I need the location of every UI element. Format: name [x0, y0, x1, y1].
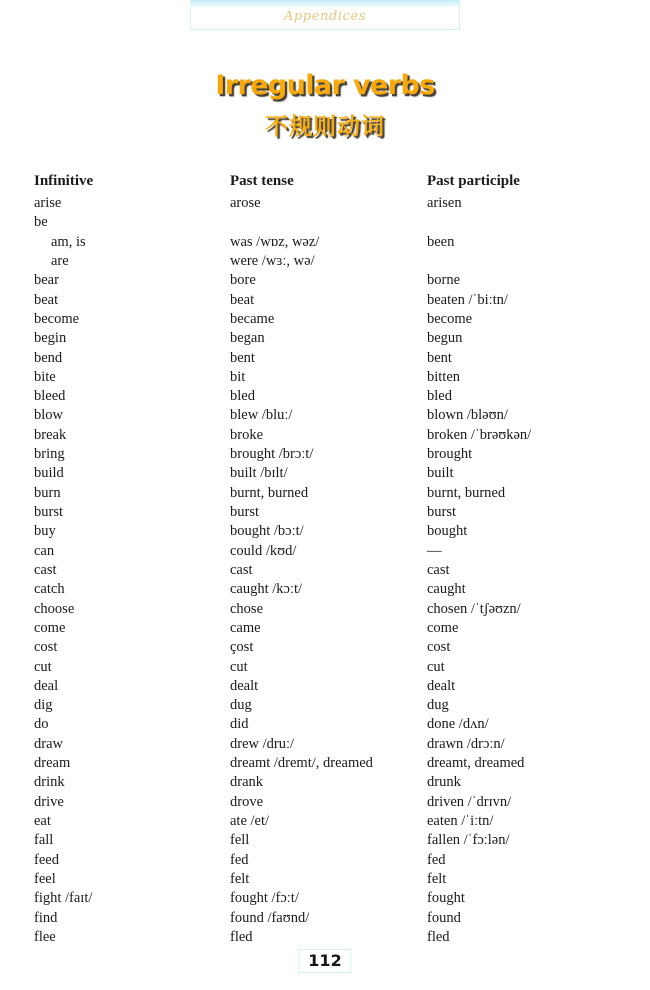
- cell-past-participle: bought: [427, 523, 468, 540]
- cell-past-participle: eaten /ˈiːtn/: [427, 813, 494, 829]
- cell-infinitive: feed: [34, 851, 59, 868]
- cell-past-participle: bent: [427, 349, 452, 366]
- table-row: [0, 870, 650, 889]
- cell-past-participle: felt: [427, 870, 447, 887]
- cell-past-tense: burst: [230, 504, 259, 520]
- table-row: [0, 851, 650, 870]
- cell-past-tense: bought /bɔːt/: [230, 523, 304, 540]
- cell-past-participle: blown /bləʊn/: [427, 407, 508, 424]
- cell-past-participle: dreamt, dreamed: [427, 755, 525, 772]
- cell-infinitive: bite: [34, 368, 56, 385]
- cell-past-participle: cost: [427, 639, 451, 656]
- cell-past-participle: beaten /ˈbiːtn/: [427, 291, 508, 308]
- cell-past-tense: drank: [230, 774, 264, 791]
- cell-past-tense: came: [230, 619, 261, 636]
- cell-past-participle: chosen /ˈtʃəʊzn/: [427, 600, 521, 617]
- cell-past-participle: found: [427, 909, 461, 926]
- cell-past-tense: cast: [230, 561, 253, 578]
- cell-past-participle: broken /ˈbrəʊkən/: [427, 426, 532, 443]
- cell-past-participle: borne: [427, 272, 461, 289]
- running-head: [190, 0, 460, 30]
- cell-past-tense: began: [230, 330, 265, 347]
- cell-past-tense: fled: [230, 928, 253, 945]
- irregular-verbs-table: [0, 171, 650, 947]
- cell-infinitive: feel: [34, 870, 56, 887]
- cell-past-participle: fought: [427, 890, 465, 907]
- cell-past-participle: built: [427, 465, 454, 482]
- cell-past-tense: blew /bluː/: [230, 407, 293, 424]
- cell-infinitive: come: [34, 619, 66, 636]
- table-row: [0, 542, 650, 561]
- cell-past-participle: caught: [427, 581, 466, 598]
- table-row: [0, 368, 650, 387]
- cell-past-tense: arose: [230, 195, 261, 211]
- cell-past-tense: ate /et/: [230, 813, 270, 829]
- cell-infinitive: burst: [34, 504, 63, 520]
- cell-past-participle: dealt: [427, 677, 456, 694]
- table-row: [0, 252, 650, 271]
- column-header-past-participle: Past participle: [427, 173, 520, 189]
- table-header-row: [0, 171, 650, 194]
- cell-infinitive: break: [34, 426, 67, 443]
- cell-infinitive: fight /faɪt/: [34, 890, 93, 907]
- cell-past-tense: did: [230, 716, 249, 733]
- table-row: [0, 677, 650, 696]
- cell-infinitive: be: [34, 214, 48, 231]
- column-header-infinitive: Infinitive: [34, 173, 94, 189]
- cell-infinitive: can: [34, 542, 55, 559]
- table-row: [0, 464, 650, 483]
- table-row: [0, 909, 650, 928]
- cell-past-tense: fought /fɔːt/: [230, 890, 299, 907]
- cell-infinitive: dig: [34, 697, 53, 714]
- table-row: [0, 773, 650, 792]
- cell-past-participle: dug: [427, 697, 449, 714]
- table-row: [0, 658, 650, 677]
- cell-infinitive: am, is: [51, 233, 86, 250]
- cell-past-tense: bled: [230, 388, 255, 405]
- cell-past-tense: burnt, burned: [230, 484, 309, 501]
- running-head-band: [191, 0, 459, 7]
- cell-past-tense: brought /brɔːt/: [230, 446, 314, 463]
- cell-infinitive: flee: [34, 928, 56, 945]
- page-title-chinese: 不规则动词: [265, 114, 385, 140]
- table-row: [0, 522, 650, 541]
- table-row: [0, 291, 650, 310]
- cell-past-participle: begun: [427, 330, 463, 347]
- cell-past-tense: çost: [230, 639, 254, 656]
- cell-past-participle: cast: [427, 561, 450, 578]
- cell-infinitive: arise: [34, 195, 62, 211]
- cell-infinitive: do: [34, 716, 49, 733]
- cell-past-participle: cut: [427, 658, 445, 675]
- cell-past-tense: dug: [230, 697, 252, 714]
- cell-infinitive: buy: [34, 523, 56, 540]
- table-row: [0, 580, 650, 599]
- cell-infinitive: deal: [34, 677, 59, 694]
- cell-infinitive: choose: [34, 600, 75, 617]
- cell-past-participle: burst: [427, 504, 456, 520]
- cell-infinitive: dream: [34, 755, 71, 772]
- cell-past-participle: drunk: [427, 774, 461, 791]
- table-row: [0, 233, 650, 252]
- cell-past-tense: broke: [230, 426, 264, 443]
- table-row: [0, 349, 650, 368]
- running-head-label: Appendices: [283, 9, 367, 24]
- cell-past-tense: cut: [230, 658, 248, 675]
- cell-infinitive: are: [51, 252, 69, 269]
- cell-past-tense: fed: [230, 851, 249, 868]
- cell-past-tense: found /faʊnd/: [230, 909, 310, 926]
- cell-past-tense: were /wɜː, wə/: [230, 252, 315, 269]
- cell-infinitive: draw: [34, 735, 63, 752]
- table-row: [0, 889, 650, 908]
- cell-past-participle: arisen: [427, 195, 462, 211]
- cell-past-participle: become: [427, 310, 473, 327]
- cell-past-tense: bore: [230, 272, 256, 289]
- table-body: [0, 194, 650, 947]
- table-row: [0, 715, 650, 734]
- cell-past-participle: fed: [427, 851, 446, 868]
- cell-infinitive: bring: [34, 446, 65, 463]
- cell-infinitive: cast: [34, 561, 57, 578]
- cell-past-tense: built /bɪlt/: [230, 465, 288, 482]
- cell-past-tense: beat: [230, 291, 255, 308]
- table-row: [0, 484, 650, 503]
- cell-infinitive: build: [34, 465, 64, 482]
- table-row: [0, 406, 650, 425]
- cell-past-participle: brought: [427, 446, 473, 463]
- table-row: [0, 812, 650, 831]
- cell-infinitive: eat: [34, 813, 51, 829]
- cell-infinitive: blow: [34, 407, 63, 424]
- cell-infinitive: begin: [34, 330, 67, 347]
- cell-infinitive: cost: [34, 639, 58, 656]
- cell-past-participle: driven /ˈdrɪvn/: [427, 793, 512, 810]
- cell-infinitive: bleed: [34, 388, 66, 405]
- cell-past-participle: drawn /drɔːn/: [427, 735, 505, 752]
- table-row: [0, 619, 650, 638]
- cell-past-tense: bit: [230, 368, 246, 385]
- cell-past-tense: drove: [230, 793, 264, 810]
- cell-past-tense: dreamt /dremt/, dreamed: [230, 755, 373, 772]
- table-row: [0, 831, 650, 850]
- cell-infinitive: bear: [34, 272, 59, 289]
- cell-infinitive: beat: [34, 291, 59, 308]
- cell-past-participle: fled: [427, 928, 450, 945]
- table-row: [0, 503, 650, 522]
- page-title-english: Irregular verbs: [215, 70, 435, 101]
- cell-past-participle: been: [427, 233, 455, 250]
- cell-infinitive: catch: [34, 581, 65, 598]
- column-header-past-tense: Past tense: [230, 173, 294, 189]
- cell-past-participle: —: [427, 542, 442, 559]
- cell-infinitive: become: [34, 310, 80, 327]
- cell-past-tense: caught /kɔːt/: [230, 581, 303, 598]
- cell-past-tense: could /kʊd/: [230, 542, 297, 559]
- cell-past-tense: bent: [230, 349, 255, 366]
- cell-infinitive: bend: [34, 349, 63, 366]
- table-row: [0, 754, 650, 773]
- cell-past-participle: bitten: [427, 368, 461, 385]
- table-row: [0, 271, 650, 290]
- cell-past-participle: come: [427, 619, 459, 636]
- cell-past-tense: drew /druː/: [230, 735, 295, 752]
- table-row: [0, 213, 650, 232]
- cell-infinitive: fall: [34, 832, 54, 849]
- table-row: [0, 329, 650, 348]
- table-row: [0, 426, 650, 445]
- table-row: [0, 387, 650, 406]
- table-row: [0, 793, 650, 812]
- cell-past-tense: dealt: [230, 677, 259, 694]
- cell-past-participle: burnt, burned: [427, 484, 506, 501]
- table-row: [0, 445, 650, 464]
- cell-infinitive: drive: [34, 793, 64, 810]
- cell-infinitive: burn: [34, 484, 61, 501]
- cell-past-tense: fell: [230, 832, 250, 849]
- table-row: [0, 310, 650, 329]
- cell-past-tense: was /wɒz, wəz/: [230, 233, 320, 250]
- cell-infinitive: cut: [34, 658, 52, 675]
- table-row: [0, 600, 650, 619]
- cell-past-participle: done /dʌn/: [427, 716, 489, 733]
- table-row: [0, 638, 650, 657]
- table-row: [0, 696, 650, 715]
- table-row: [0, 194, 650, 213]
- cell-past-tense: chose: [230, 600, 264, 617]
- table-row: [0, 928, 650, 947]
- cell-past-participle: fallen /ˈfɔːlən/: [427, 832, 510, 849]
- cell-infinitive: find: [34, 909, 58, 926]
- cell-infinitive: drink: [34, 774, 65, 791]
- cell-past-participle: bled: [427, 388, 452, 405]
- table-row: [0, 561, 650, 580]
- page-number: 112: [298, 949, 351, 973]
- table-row: [0, 735, 650, 754]
- cell-past-tense: became: [230, 310, 275, 327]
- cell-past-tense: felt: [230, 870, 250, 887]
